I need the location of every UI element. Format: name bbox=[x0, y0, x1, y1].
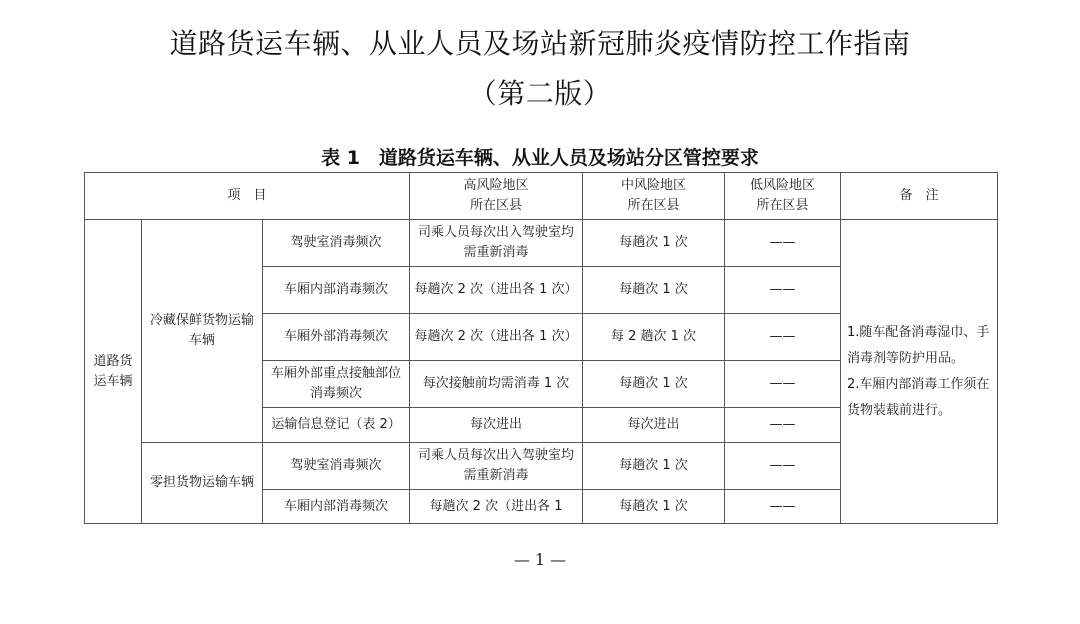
row-high: 每趟次 2 次（进出各 1 次） bbox=[410, 314, 583, 361]
header-high-risk bbox=[410, 173, 583, 220]
header-mid-line2: 所在区县 bbox=[627, 198, 680, 213]
group-cell-lessload: 零担货物运输车辆 bbox=[142, 443, 263, 524]
page-number: — 1 — bbox=[513, 550, 567, 569]
row-mid: 每趟次 1 次 bbox=[583, 490, 725, 524]
row-high: 司乘人员每次出入驾驶室均需重新消毒 bbox=[410, 220, 583, 267]
row-high: 每趟次 2 次（进出各 1 次） bbox=[410, 267, 583, 314]
header-note: 备 注 bbox=[841, 173, 998, 220]
row-item: 驾驶室消毒频次 bbox=[263, 443, 410, 490]
row-mid: 每趟次 1 次 bbox=[583, 361, 725, 408]
row-item: 车厢外部消毒频次 bbox=[263, 314, 410, 361]
row-high: 每次进出 bbox=[410, 408, 583, 443]
row-low: —— bbox=[725, 443, 841, 490]
row-low: —— bbox=[725, 314, 841, 361]
header-low-line1: 低风险地区 bbox=[750, 178, 816, 193]
row-mid: 每 2 趟次 1 次 bbox=[583, 314, 725, 361]
header-low-line2: 所在区县 bbox=[756, 198, 809, 213]
table-header-row bbox=[85, 173, 998, 220]
row-item: 驾驶室消毒频次 bbox=[263, 220, 410, 267]
note-cell bbox=[841, 220, 998, 524]
row-low: —— bbox=[725, 408, 841, 443]
row-mid: 每趟次 1 次 bbox=[583, 220, 725, 267]
row-item: 运输信息登记（表 2） bbox=[263, 408, 410, 443]
row-high: 每趟次 2 次（进出各 1 bbox=[410, 490, 583, 524]
row-high: 每次接触前均需消毒 1 次 bbox=[410, 361, 583, 408]
group-cell-refrigerated: 冷藏保鲜货物运输车辆 bbox=[142, 220, 263, 443]
category-cell: 道路货运车辆 bbox=[85, 220, 142, 524]
row-mid: 每次进出 bbox=[583, 408, 725, 443]
document-subtitle: （第二版） bbox=[468, 77, 612, 110]
row-low: —— bbox=[725, 267, 841, 314]
header-mid-risk bbox=[583, 173, 725, 220]
row-low: —— bbox=[725, 490, 841, 524]
document-title: 道路货运车辆、从业人员及场站新冠肺炎疫情防控工作指南 bbox=[169, 27, 911, 60]
row-mid: 每趟次 1 次 bbox=[583, 443, 725, 490]
row-item: 车厢内部消毒频次 bbox=[263, 490, 410, 524]
row-item: 车厢外部重点接触部位消毒频次 bbox=[263, 361, 410, 408]
table-row bbox=[85, 220, 998, 267]
table-caption: 表 1 道路货运车辆、从业人员及场站分区管控要求 bbox=[321, 147, 759, 169]
row-low: —— bbox=[725, 220, 841, 267]
header-mid-line1: 中风险地区 bbox=[621, 178, 687, 193]
row-high: 司乘人员每次出入驾驶室均需重新消毒 bbox=[410, 443, 583, 490]
control-requirements-table bbox=[84, 172, 998, 524]
header-high-line2: 所在区县 bbox=[470, 198, 523, 213]
header-item: 项 目 bbox=[85, 173, 410, 220]
header-high-line1: 高风险地区 bbox=[463, 178, 529, 193]
row-mid: 每趟次 1 次 bbox=[583, 267, 725, 314]
note-line-1: 1.随车配备消毒湿巾、手消毒剂等防护用品。 bbox=[847, 324, 990, 366]
note-line-2: 2.车厢内部消毒工作须在货物装载前进行。 bbox=[847, 376, 990, 418]
header-low-risk bbox=[725, 173, 841, 220]
row-item: 车厢内部消毒频次 bbox=[263, 267, 410, 314]
row-low: —— bbox=[725, 361, 841, 408]
